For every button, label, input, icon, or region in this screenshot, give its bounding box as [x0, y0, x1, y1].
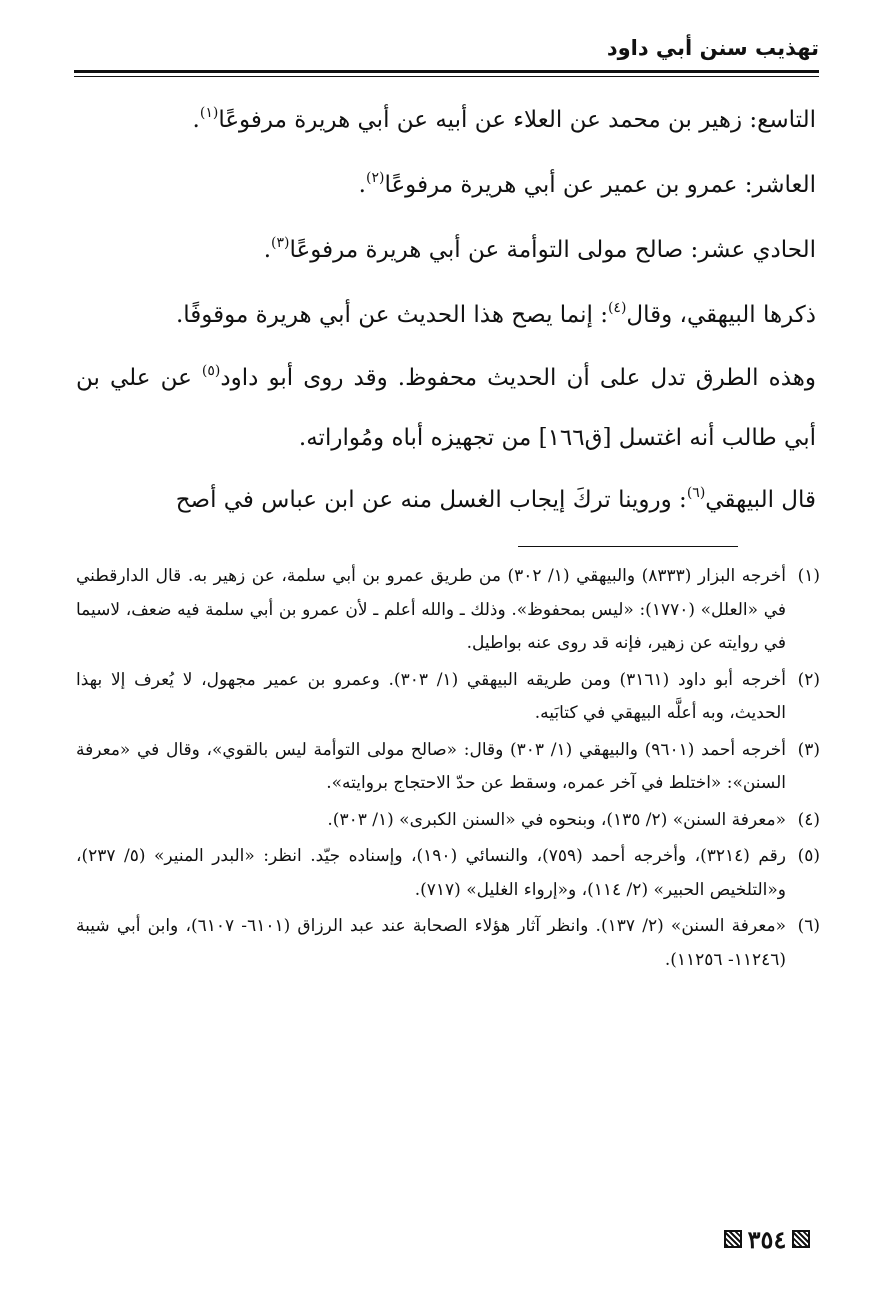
paragraph-text: العاشر: عمرو بن عمير عن أبي هريرة مرفوعًا [384, 172, 816, 198]
footnote-number: (٤) [797, 809, 820, 830]
page-number-block [712, 1222, 822, 1256]
footnote-text: «معرفة السنن» (٢/ ١٣٧). وانظر آثار هؤلاء الصحابة عند عبد الرزاق (٦١٠١- ٦١٠٧)، وابن أبي شيبة (١١٢٤٦- ١١٢٥٦). [76, 916, 786, 970]
paragraph-text: الحادي عشر: صالح مولى التوأمة عن أبي هريرة مرفوعًا [289, 237, 816, 263]
paragraph-tail: . [263, 237, 272, 263]
footnote-number: (١) [797, 566, 820, 586]
footnote-number: (٣) [797, 739, 820, 760]
paragraph-text: قال البيهقي [705, 487, 816, 513]
footnote-separator [518, 546, 738, 547]
paragraph-text: ذكرها البيهقي، وقال [626, 302, 816, 328]
header-rule-thin [74, 76, 819, 77]
footnotes [76, 560, 820, 977]
paragraph [76, 153, 816, 218]
running-header [74, 30, 819, 70]
footnote-text: «معرفة السنن» (٢/ ١٣٥)، وبنحوه في «السنن الكبرى» (١/ ٣٠٣). [327, 809, 786, 830]
paragraph-text: التاسع: زهير بن محمد عن العلاء عن أبيه عن أبي هريرة مرفوعًا [218, 107, 816, 133]
ornament-icon [792, 1230, 810, 1248]
paragraph-tail: : إنما يصح هذا الحديث عن أبي هريرة موقوفًا. [175, 302, 608, 328]
ornament-icon [724, 1230, 742, 1248]
footnote-text: أخرجه أحمد (٩٦٠١) والبيهقي (١/ ٣٠٣) وقال: «صالح مولى التوأمة ليس بالقوي»، وقال في «معرفة السنن»: «اختلط في آخر عمره، وسقط عن حدّ الاحتجاج بروايته». [76, 739, 786, 793]
paragraph [76, 283, 816, 348]
footnote [76, 664, 820, 731]
book-title: تهذيب سنن أبي داود [606, 36, 819, 60]
footnote [76, 840, 820, 907]
paragraph [76, 218, 816, 283]
header-rule-thick [74, 70, 819, 73]
footnote-ref: (٢) [365, 170, 385, 186]
footnote [76, 804, 820, 838]
footnote-text: أخرجه أبو داود (٣١٦١) ومن طريقه البيهقي (١/ ٣٠٣). وعمرو بن عمير مجهول، لا يُعرف إلا بهذا الحديث، وبه أعلَّه البيهقي في كتابَيه. [76, 669, 786, 723]
page-number: ٣٥٤ [747, 1224, 787, 1254]
main-text [76, 88, 816, 533]
footnote [76, 734, 820, 801]
paragraph-text: وهذه الطرق تدل على أن الحديث محفوظ. وقد روى أبو داود [220, 365, 817, 391]
footnote-text: أخرجه البزار (٨٣٣٣) والبيهقي (١/ ٣٠٢) من طريق عمرو بن أبي سلمة، عن زهير به. قال الدارقطني في «العلل» (١٧٧٠): «ليس بمحفوظ». وذلك ـ والله أعلم ـ لأن عمرو بن أبي سلمة فيه ضعف، لاسيما في روايته عن زهير، فإنه قد روى عنه بواطيل. [76, 566, 786, 653]
paragraph-tail: : وروينا تركَ إيجاب الغسل منه عن ابن عباس في أصح [175, 487, 687, 513]
footnote-text: رقم (٣٢١٤)، وأخرجه أحمد (٧٥٩)، والنسائي (١٩٠)، وإسناده جيّد. انظر: «البدر المنير» (٥/ ٢٣٧)، و«التلخيص الحبير» (٢/ ١١٤)، و«إرواء الغليل» (٧١٧). [76, 846, 787, 900]
paragraph-tail: . [192, 107, 200, 133]
footnote-number: (٥) [797, 846, 820, 866]
paragraph [76, 88, 816, 153]
paragraph [76, 348, 816, 468]
footnote [76, 560, 820, 661]
footnote-ref: (٦) [686, 485, 706, 501]
footnote-number: (٢) [797, 669, 820, 690]
footnote-ref: (٥) [201, 363, 221, 379]
footnote-ref: (٣) [271, 235, 290, 251]
paragraph-tail: عن علي بن أبي طالب أنه اغتسل [ق١٦٦] من تجهيزه أباه ومُواراته. [76, 365, 816, 451]
footnote-number: (٦) [797, 916, 820, 936]
footnote-ref: (٤) [607, 300, 627, 316]
footnote [76, 910, 820, 977]
paragraph [76, 468, 816, 533]
paragraph-tail: . [358, 172, 366, 198]
footnote-ref: (١) [199, 105, 219, 121]
